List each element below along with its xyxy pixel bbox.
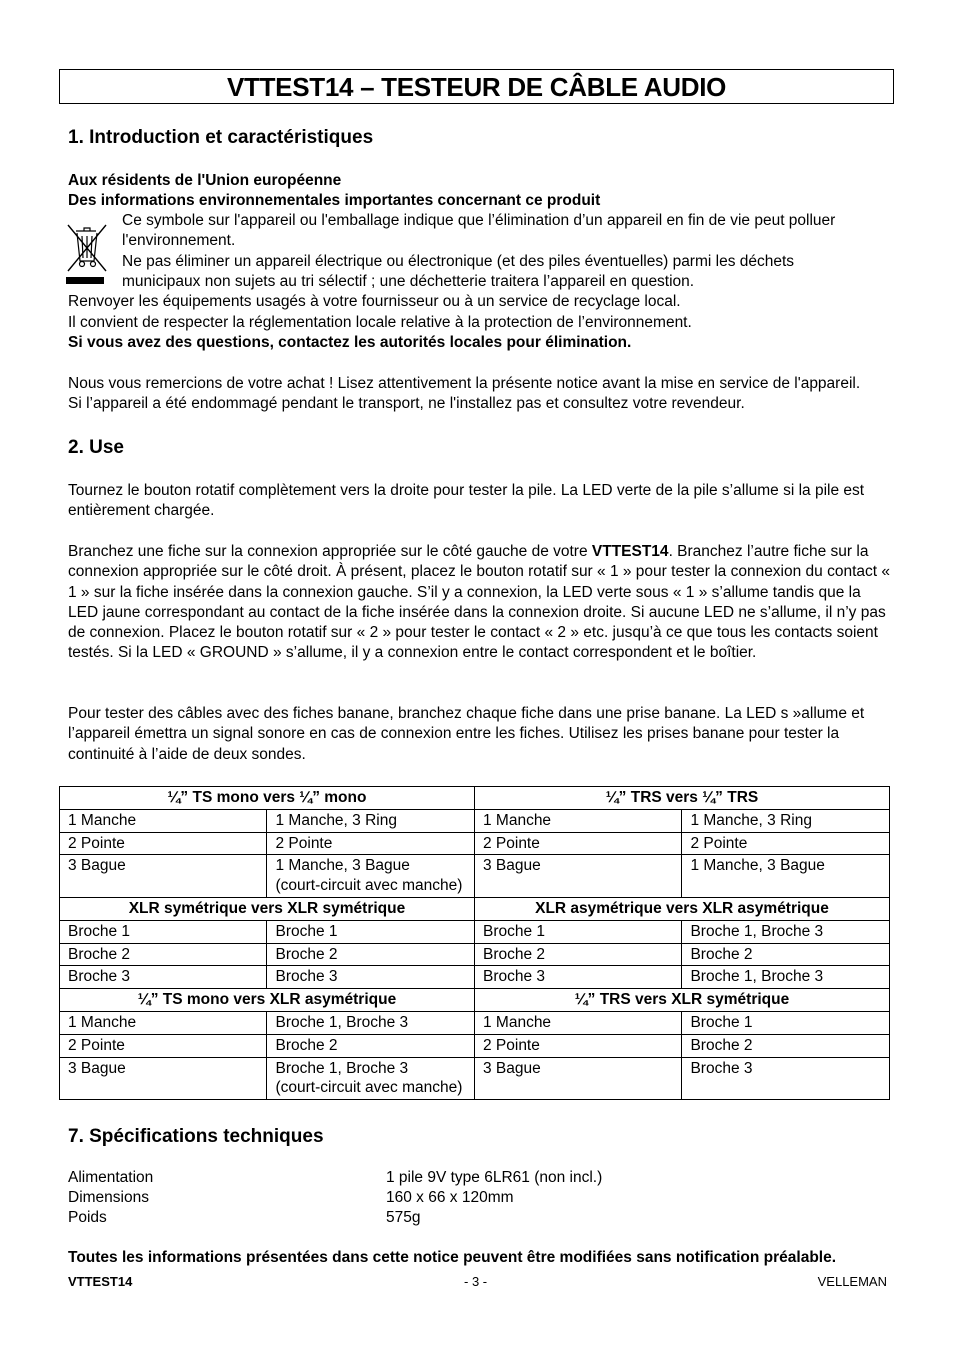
section2-heading: 2. Use xyxy=(68,437,124,458)
table-cell: 1 Manche xyxy=(474,809,681,832)
table-cell: 1 Manche xyxy=(60,1011,267,1034)
spec-label: Alimentation xyxy=(68,1169,154,1186)
table-cell: Broche 3 xyxy=(60,966,267,989)
weee-line-2a: Ne pas éliminer un appareil électrique ou électronique (et des piles éventuelles) parmi les déchets xyxy=(122,253,795,270)
table-cell: 3 Bague xyxy=(60,855,267,898)
use-para-3: Pour tester des câbles avec des fiches banane, branchez chaque fiche dans une prise banane. La LED s »allume et l’appareil émettra un signal sonore en cas de connexion entre les fiches. Utilisez les prises banane pour tester la continuité à l’aide de deux sondes. xyxy=(68,705,865,763)
table-cell: Broche 2 xyxy=(474,943,681,966)
weee-line-2b: municipaux non sujets au tri sélectif ; une déchetterie traitera l’appareil en question. xyxy=(122,273,695,290)
footer-model: VTTEST14 xyxy=(68,1274,133,1289)
table-row xyxy=(60,1011,890,1034)
table-cell: 3 Bague xyxy=(474,855,681,898)
table-header-right: ¼” TRS vers XLR symétrique xyxy=(474,989,889,1012)
section7-heading: 7. Spécifications techniques xyxy=(68,1126,324,1147)
use-para-1: Tournez le bouton rotatif complètement vers la droite pour tester la pile. La LED verte de la pile s’allume si la pile est entièrement chargée. xyxy=(68,482,865,520)
title-box xyxy=(59,69,894,104)
table-cell: Broche 3 xyxy=(267,966,475,989)
spec-label: Dimensions xyxy=(68,1189,149,1206)
table-row xyxy=(60,920,890,943)
table-cell: 3 Bague xyxy=(60,1057,267,1100)
table-header-right: ¼” TRS vers ¼” TRS xyxy=(474,787,889,810)
table-cell: Broche 2 xyxy=(682,943,890,966)
return-line: Renvoyer les équipements usagés à votre fournisseur ou à un service de recyclage local. xyxy=(68,293,681,310)
table-cell: Broche 1, Broche 3 xyxy=(682,966,890,989)
table-cell: Broche 1 xyxy=(60,920,267,943)
rules-line: Il convient de respecter la réglementation locale relative à la protection de l’environnement. xyxy=(68,314,692,331)
table-cell: 1 Manche xyxy=(60,809,267,832)
questions-line: Si vous avez des questions, contactez les autorités locales pour élimination. xyxy=(68,334,632,351)
table-cell: 1 Manche, 3 Ring xyxy=(682,809,890,832)
change-notice: Toutes les informations présentées dans cette notice peuvent être modifiées sans notification préalable. xyxy=(68,1249,837,1266)
table-cell: 2 Pointe xyxy=(474,832,681,855)
thanks-line-2: Si l’appareil a été endommagé pendant le transport, ne l'installez pas et consultez votre revendeur. xyxy=(68,395,745,412)
table-cell: 1 Manche, 3 Ring xyxy=(267,809,475,832)
use-para-2-model: VTTEST14 xyxy=(591,543,669,560)
table-row xyxy=(60,855,890,898)
use-para-2-pre: Branchez une fiche sur la connexion appropriée sur le côté gauche de votre xyxy=(68,543,592,560)
thanks-line-1: Nous vous remercions de votre achat ! Lisez attentivement la présente notice avant la mise en service de l'appareil. xyxy=(68,375,861,392)
table-row xyxy=(60,1034,890,1057)
use-para-2-post: . Branchez l’autre fiche sur la connexion appropriée sur le côté droit. À présent, placez le bouton rotatif sur « 1 » pour tester la connexion du contact « 1 » sur la fiche insérée dans la connexion gauche. S’il y a connexion, la LED verte sous « 1 » s’allume tandis que la LED jaune correspondant au contact de la fiche insérée dans la connexion droite. Si aucune LED ne s’allume, il n’y pas de connexion. Placez le bouton rotatif sur « 2 » pour tester le contact « 2 » etc. jusqu’à ce que tous les contacts soient testés. Si la LED « GROUND » s’allume, il y a connexion entre le contact correspondent et le boîtier. xyxy=(68,543,890,662)
table-cell: Broche 3 xyxy=(474,966,681,989)
env-heading: Des informations environnementales importantes concernant ce produit xyxy=(68,192,601,209)
table-header-left: XLR symétrique vers XLR symétrique xyxy=(60,897,475,920)
eu-heading: Aux résidents de l'Union européenne xyxy=(68,172,342,189)
table-cell: Broche 1 xyxy=(682,1011,890,1034)
table-cell: Broche 1, Broche 3 xyxy=(682,920,890,943)
table-cell: 2 Pointe xyxy=(60,1034,267,1057)
table-row xyxy=(60,832,890,855)
table-cell: Broche 1, Broche 3 xyxy=(267,1011,475,1034)
footer-brand: VELLEMAN xyxy=(817,1274,887,1289)
table-cell: Broche 1 xyxy=(474,920,681,943)
table-cell: Broche 2 xyxy=(267,943,475,966)
table-header-right: XLR asymétrique vers XLR asymétrique xyxy=(474,897,889,920)
table-row xyxy=(60,943,890,966)
table-header-row xyxy=(60,787,890,810)
table-row xyxy=(60,966,890,989)
spec-label: Poids xyxy=(68,1209,107,1226)
table-cell: 2 Pointe xyxy=(474,1034,681,1057)
table-cell: Broche 1 xyxy=(267,920,475,943)
table-cell: Broche 1, Broche 3 (court-circuit avec manche) xyxy=(267,1057,475,1100)
table-header-row xyxy=(60,897,890,920)
spec-value: 160 x 66 x 120mm xyxy=(386,1189,514,1206)
table-cell: 2 Pointe xyxy=(60,832,267,855)
footer-page-number: - 3 - xyxy=(464,1274,488,1289)
table-header-row xyxy=(60,989,890,1012)
section1-heading: 1. Introduction et caractéristiques xyxy=(68,127,374,148)
table-cell: Broche 3 xyxy=(682,1057,890,1100)
table-cell: Broche 2 xyxy=(60,943,267,966)
wiring-table xyxy=(59,786,890,1100)
table-row xyxy=(60,1057,890,1100)
table-cell: 1 Manche xyxy=(474,1011,681,1034)
table-header-left: ¼” TS mono vers XLR asymétrique xyxy=(60,989,475,1012)
table-cell: Broche 2 xyxy=(682,1034,890,1057)
weee-line-1b: l'environnement. xyxy=(122,232,236,249)
table-cell: 2 Pointe xyxy=(267,832,475,855)
page-title: VTTEST14 – TESTEUR DE CÂBLE AUDIO xyxy=(226,72,727,102)
spec-value: 575g xyxy=(386,1209,421,1226)
table-cell: 3 Bague xyxy=(474,1057,681,1100)
table-cell: 2 Pointe xyxy=(682,832,890,855)
weee-line-1a: Ce symbole sur l'appareil ou l'emballage indique que l’élimination d’un appareil en fin de vie peut polluer xyxy=(122,212,836,229)
table-cell: 1 Manche, 3 Bague xyxy=(682,855,890,898)
table-cell: 1 Manche, 3 Bague (court-circuit avec manche) xyxy=(267,855,475,898)
spec-value: 1 pile 9V type 6LR61 (non incl.) xyxy=(386,1169,603,1186)
weee-bin-icon xyxy=(64,221,108,287)
table-cell: Broche 2 xyxy=(267,1034,475,1057)
table-header-left: ¼” TS mono vers ¼” mono xyxy=(60,787,475,810)
use-para-2 xyxy=(68,542,890,664)
table-row xyxy=(60,809,890,832)
